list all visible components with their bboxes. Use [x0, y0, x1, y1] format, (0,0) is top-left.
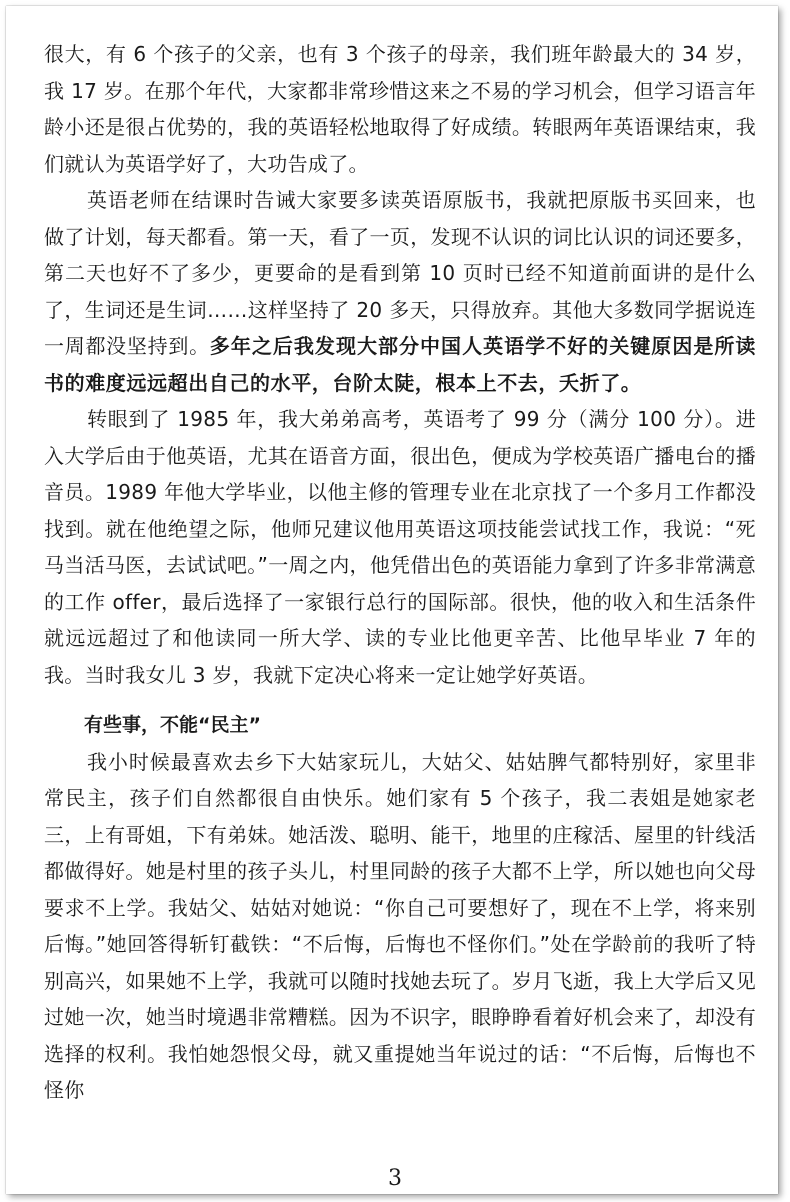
paragraph-1: 很大，有 6 个孩子的父亲，也有 3 个孩子的母亲，我们班年龄最大的 34 岁，我 17 岁。在那个年代，大家都非常珍惜这来之不易的学习机会，但学习语言年龄小还是很占优势的，我的英语轻松地取得了好成绩。转眼两年英语课结束，我们就认为英语学好了，大功告成了。 [44, 42, 756, 176]
section-heading: 有些事，不能“民主” [84, 714, 261, 736]
paragraph-4: 我小时候最喜欢去乡下大姑家玩儿，大姑父、姑姑脾气都特别好，家里非常民主，孩子们自然都很自由快乐。她们家有 5 个孩子，我二表姐是她家老三，上有哥姐，下有弟妹。她活泼、聪明、能干，地里的庄稼活、屋里的针线活都做得好。她是村里的孩子头儿，村里同龄的孩子大都不上学，所以她也向父母要求不上学。我姑父、姑姑对她说：“你自己可要想好了，现在不上学，将来别后悔。”她回答得斩钉截铁：“不后悔，后悔也不怪你们。”处在学龄前的我听了特别高兴，如果她不上学，我就可以随时找她去玩了。岁月飞逝，我上大学后又见过她一次，她当时境遇非常糟糕。因为不识字，眼睁睁看着好机会来了，却没有选择的权利。我怕她怨恨父母，就又重提她当年说过的话：“不后悔，后悔也不怪你 [44, 749, 756, 1102]
paragraph-3: 转眼到了 1985 年，我大弟弟高考，英语考了 99 分（满分 100 分）。进入大学后由于他英语，尤其在语音方面，很出色，便成为学校英语广播电台的播音员。1989 年他大学毕业，以他主修的管理专业在北京找了一个多月工作都没找到。就在他绝望之际，他师兄建议他用英语这项技能尝试找工作，我说：“死马当活马医，去试试吧。”一周之内，他凭借出色的英语能力拿到了许多非常满意的工作 offer，最后选择了一家银行总行的国际部。很快，他的收入和生活条件就远远超过了和他读同一所大学、读的专业比他更辛苦、比他早毕业 7 年的我。当时我女儿 3 岁，我就下定决心将来一定让她学好英语。 [44, 407, 756, 687]
document-page [6, 6, 778, 1194]
paragraph-2-bold-text: 多年之后我发现大部分中国人英语学不好的关键原因是所读书的难度远远超出自己的水平，台阶太陡，根本上不去，夭折了。 [44, 334, 756, 395]
page-content [44, 36, 756, 1109]
paragraph-2 [44, 182, 756, 401]
paragraph-2-text: 英语老师在结课时告诫大家要多读英语原版书，我就把原版书买回来，也做了计划，每天都看。第一天，看了一页，发现不认识的词比认识的词还要多，第二天也好不了多少，更要命的是看到第 10 页时已经不知道前面讲的是什么了，生词还是生词……这样坚持了 20 多天，只得放弃。其他大多数同学据说连一周都没坚持到。 [44, 188, 756, 358]
page-number: 3 [388, 1166, 402, 1191]
